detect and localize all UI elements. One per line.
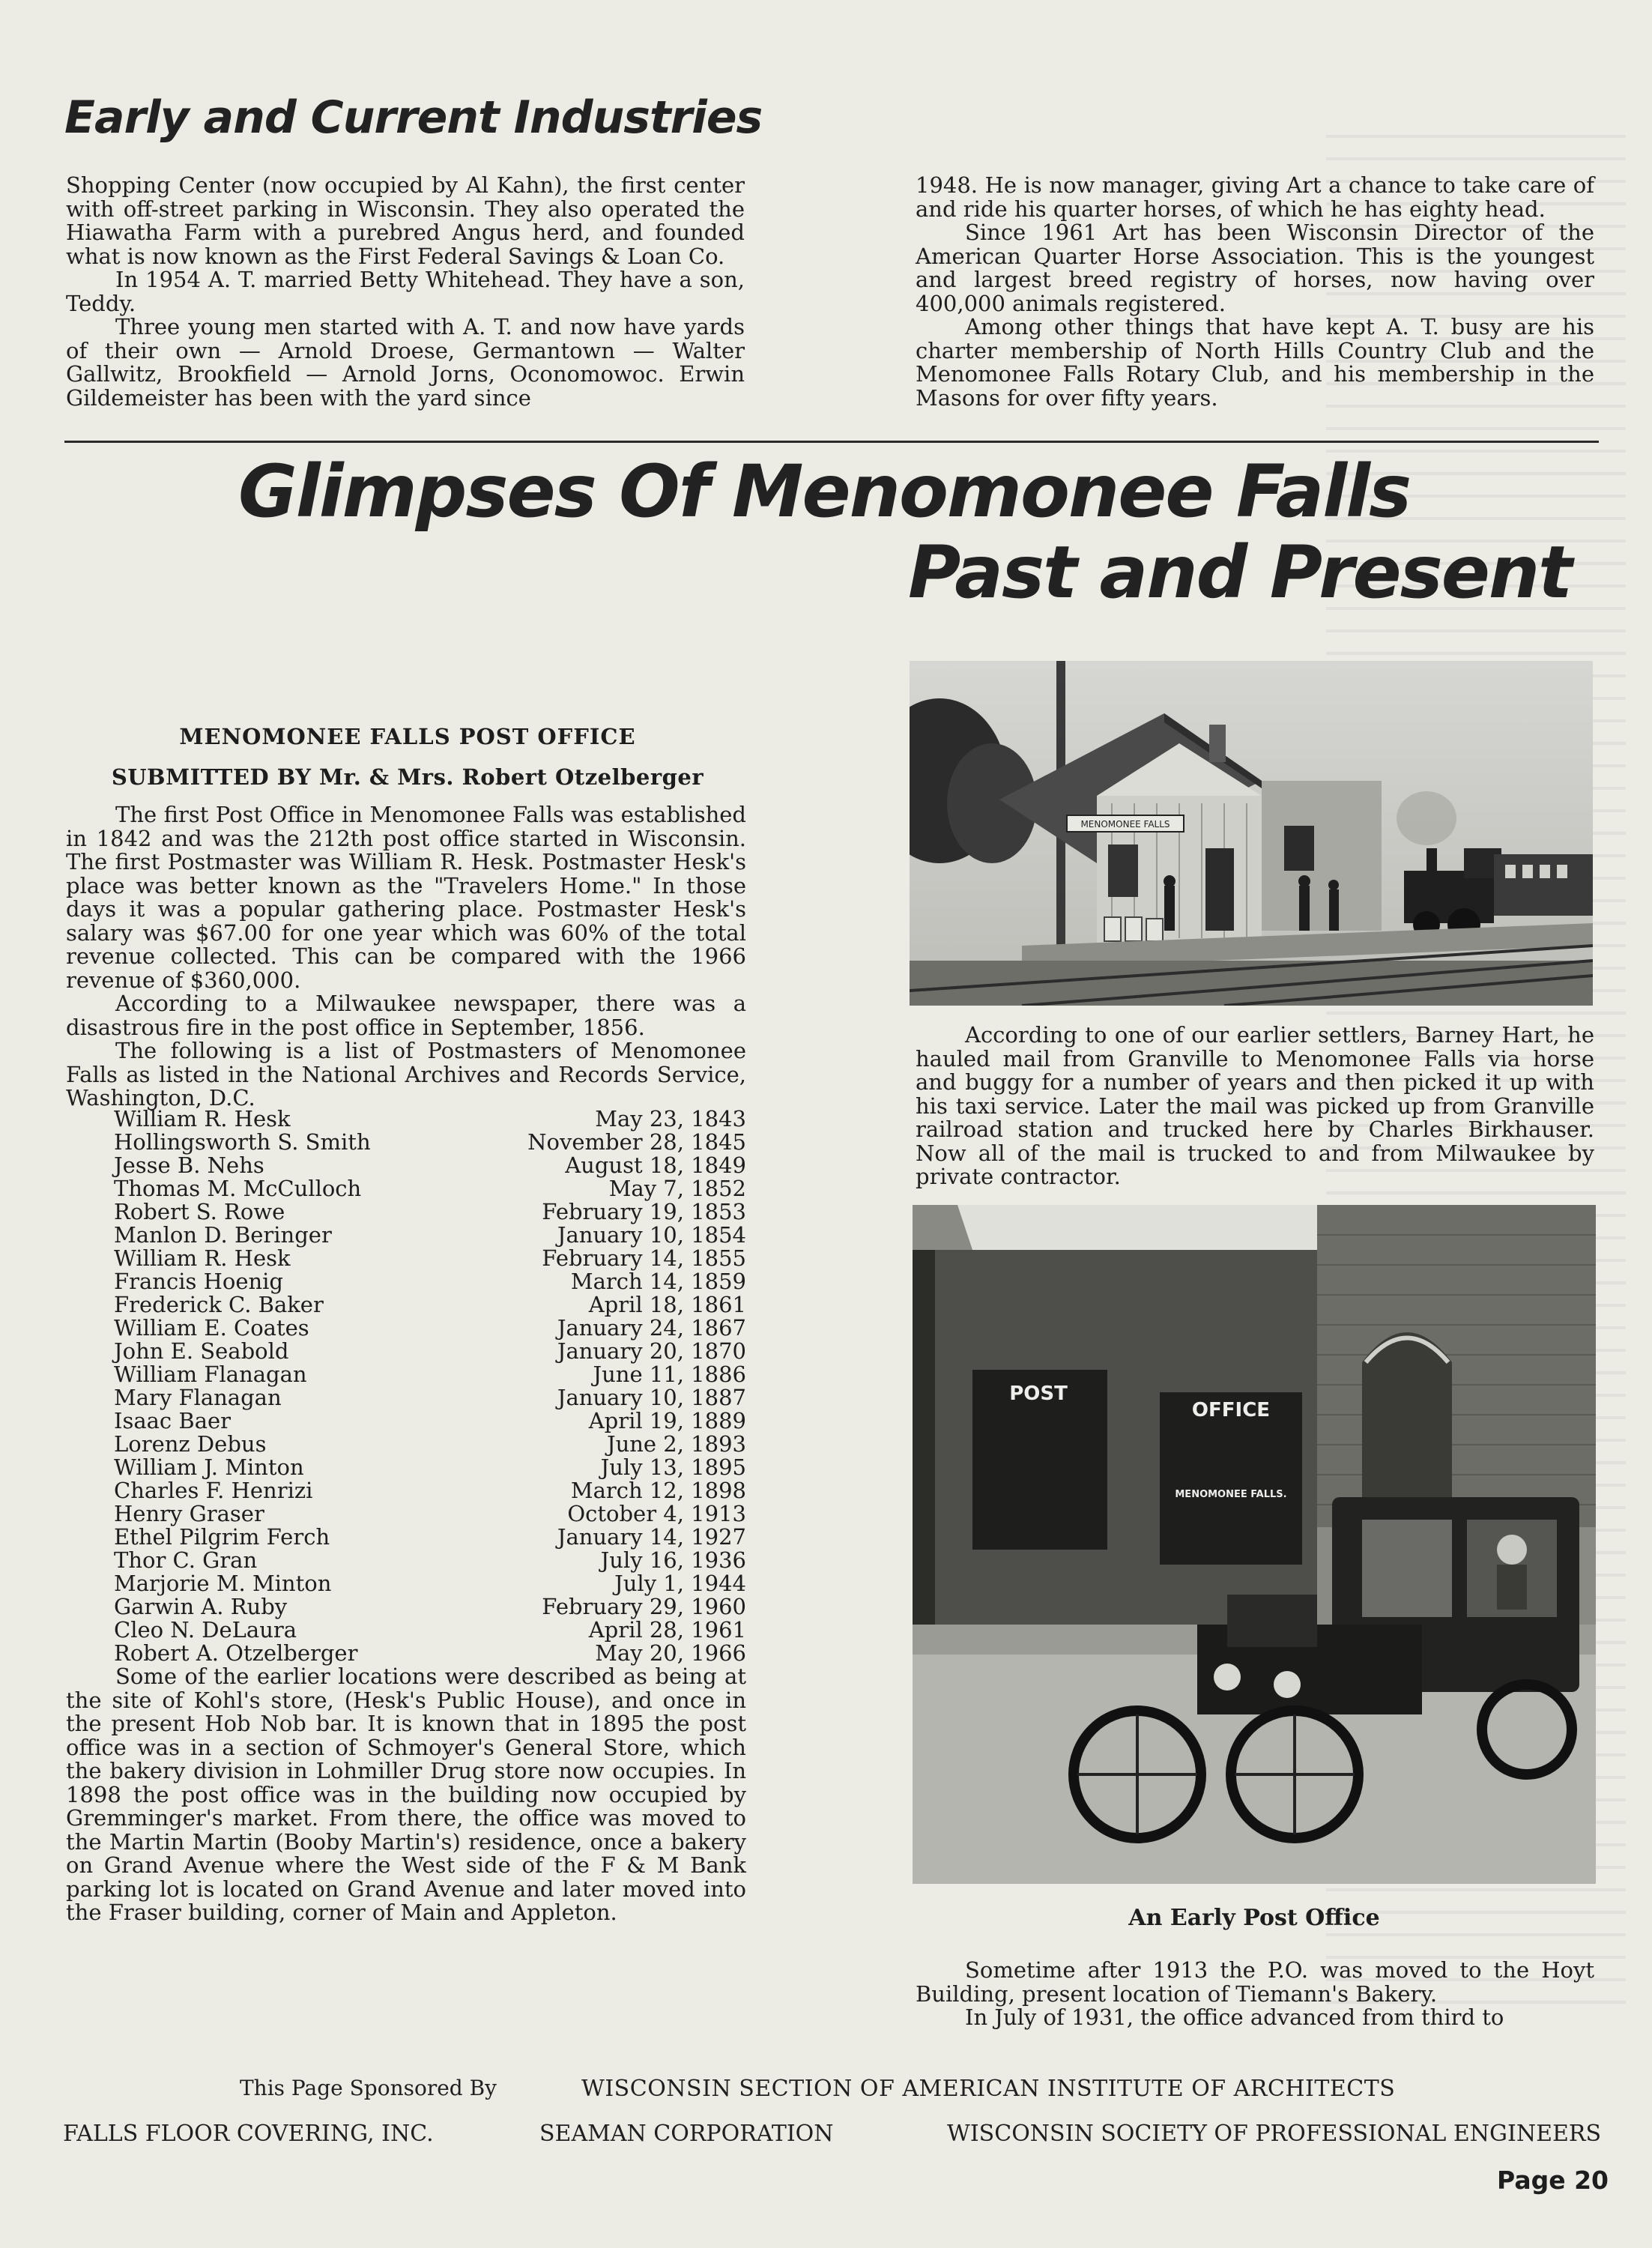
postmaster-name: Marjorie M. Minton	[114, 1571, 332, 1596]
postmasters-table	[114, 1108, 746, 1665]
sponsored-label: This Page Sponsored By	[240, 2076, 497, 2100]
postmaster-row	[114, 1386, 746, 1409]
postmaster-date: March 12, 1898	[570, 1478, 746, 1503]
postmaster-row	[114, 1108, 746, 1131]
postmaster-date: May 23, 1843	[595, 1106, 746, 1131]
top-right-column	[916, 174, 1594, 410]
postmaster-date: October 4, 1913	[567, 1501, 746, 1526]
sponsor-aia: WISCONSIN SECTION OF AMERICAN INSTITUTE OF ARCHITECTS	[581, 2076, 1396, 2102]
paragraph: According to a Milwaukee newspaper, there was a disastrous fire in the post office in September, 1856.	[66, 991, 746, 1040]
window-office-text: OFFICE	[1191, 1399, 1271, 1421]
postmaster-name: Thor C. Gran	[114, 1547, 258, 1573]
postmaster-name: Ethel Pilgrim Ferch	[114, 1524, 330, 1550]
early-post-office-photo	[913, 1205, 1596, 1884]
postmaster-date: March 14, 1859	[570, 1269, 746, 1294]
paragraph: Among other things that have kept A. T. busy are his charter membership of North Hills Country Club and the Menomonee Falls Rotary Club, and his membership in the Masons for over fifty years.	[916, 314, 1594, 411]
postmaster-name: Manlon D. Beringer	[114, 1222, 332, 1248]
post-office-closing	[66, 1665, 746, 1925]
postmaster-date: April 19, 1889	[588, 1408, 746, 1433]
postmaster-row	[114, 1526, 746, 1549]
postmaster-row	[114, 1456, 746, 1479]
postmaster-name: Isaac Baer	[114, 1408, 232, 1433]
postmaster-date: April 18, 1861	[588, 1292, 746, 1317]
paragraph: In July of 1931, the office advanced from third to	[965, 2004, 1504, 2030]
postmaster-name: William R. Hesk	[114, 1106, 291, 1131]
post-office-heading: MENOMONEE FALLS POST OFFICE	[179, 724, 636, 749]
postmaster-row	[114, 1177, 746, 1200]
postmaster-row	[114, 1642, 746, 1665]
postmaster-name: Frederick C. Baker	[114, 1292, 324, 1317]
postmaster-row	[114, 1154, 746, 1177]
paragraph: Three young men started with A. T. and now have yards of their own — Arnold Droese, Germantown — Walter Gallwitz, Brookfield — Arnold Jorns, Oconomowoc. Erwin Gildemeister has been with the yard since	[66, 314, 745, 411]
postmaster-row	[114, 1572, 746, 1595]
sponsor-seaman: SEAMAN CORPORATION	[539, 2121, 834, 2147]
postmaster-name: Robert S. Rowe	[114, 1199, 285, 1224]
window-post-text: POST	[1009, 1383, 1068, 1405]
postmaster-date: May 20, 1966	[595, 1640, 746, 1666]
postmaster-row	[114, 1200, 746, 1224]
postmaster-name: William E. Coates	[114, 1315, 309, 1341]
postmaster-row	[114, 1270, 746, 1293]
postmaster-name: William J. Minton	[114, 1454, 304, 1480]
paragraph: 1948. He is now manager, giving Art a chance to take care of and ride his quarter horses, of which he has eighty head.	[916, 172, 1594, 222]
postmaster-date: January 14, 1927	[557, 1524, 746, 1550]
postmaster-date: June 11, 1886	[593, 1362, 746, 1387]
paragraph: Since 1961 Art has been Wisconsin Director of the American Quarter Horse Association. This is the youngest and largest breed registry of horses, now having over 400,000 animals registered.	[916, 220, 1594, 316]
postmaster-row	[114, 1224, 746, 1247]
postmaster-date: July 16, 1936	[600, 1547, 746, 1573]
postmaster-name: Lorenz Debus	[114, 1431, 267, 1457]
post-office-illustration	[913, 1205, 1596, 1884]
paragraph: The first Post Office in Menomonee Falls was established in 1842 and was the 212th post office started in Wisconsin. The first Postmaster was William R. Hesk. Postmaster Hesk's place was better known as the "Travelers Home." In those days it was a popular gathering place. Postmaster Hesk's salary was $67.00 for one year which was 60% of the total revenue collected. This can be compared with the 1966 revenue of $360,000.	[66, 802, 746, 993]
post-office-intro	[66, 803, 746, 1111]
postmaster-date: January 20, 1870	[557, 1338, 746, 1364]
sponsor-engineers: WISCONSIN SOCIETY OF PROFESSIONAL ENGINEERS	[947, 2121, 1602, 2147]
postmaster-date: June 2, 1893	[606, 1431, 746, 1457]
main-title-line2: Past and Present	[908, 531, 1572, 614]
postmaster-row	[114, 1502, 746, 1526]
railroad-depot-photo	[910, 661, 1593, 1006]
postmaster-date: January 10, 1887	[557, 1385, 746, 1410]
postmaster-date: November 28, 1845	[527, 1129, 746, 1155]
postmaster-name: Robert A. Otzelberger	[114, 1640, 358, 1666]
top-left-column	[66, 174, 745, 410]
postmaster-name: Jesse B. Nehs	[114, 1152, 264, 1178]
photo1-caption	[916, 1024, 1594, 1189]
depot-illustration	[910, 661, 1593, 1006]
postmaster-row	[114, 1409, 746, 1433]
postmaster-name: Thomas M. McCulloch	[114, 1176, 362, 1201]
paragraph: According to one of our earlier settlers, Barney Hart, he hauled mail from Granville to Menomonee Falls via horse and buggy for a number of years and then picked it up with his taxi service. Later the mail was picked up from Granville railroad station and trucked here by Charles Birkhauser. Now all of the mail is trucked to and from Milwaukee by private contractor.	[916, 1022, 1594, 1189]
postmaster-date: July 13, 1895	[600, 1454, 746, 1480]
postmaster-row	[114, 1340, 746, 1363]
sponsor-falls-floor: FALLS FLOOR COVERING, INC.	[63, 2121, 434, 2147]
postmaster-name: John E. Seabold	[114, 1338, 289, 1364]
postmaster-name: Henry Graser	[114, 1501, 264, 1526]
postmaster-row	[114, 1619, 746, 1642]
postmaster-name: Mary Flanagan	[114, 1385, 282, 1410]
paragraph: In 1954 A. T. married Betty Whitehead. They have a son, Teddy.	[66, 267, 745, 316]
postmaster-date: February 29, 1960	[542, 1594, 746, 1619]
postmaster-date: February 14, 1855	[542, 1245, 746, 1271]
postmaster-row	[114, 1433, 746, 1456]
paragraph: Sometime after 1913 the P.O. was moved to the Hoyt Building, present location of Tiemann's Bakery.	[916, 1957, 1594, 2007]
photo2-caption: An Early Post Office	[1128, 1905, 1380, 1931]
postmaster-row	[114, 1363, 746, 1386]
station-sign-text: MENOMONEE FALLS	[1080, 819, 1170, 830]
postmaster-name: Hollingsworth S. Smith	[114, 1129, 371, 1155]
section-divider	[64, 441, 1599, 443]
section-title: Early and Current Industries	[64, 91, 763, 144]
main-title-line1: Glimpses Of Menomonee Falls	[238, 450, 1411, 534]
postmaster-date: February 19, 1853	[542, 1199, 746, 1224]
bottom-right-column	[916, 1959, 1594, 2030]
postmaster-name: Garwin A. Ruby	[114, 1594, 288, 1619]
paragraph: The following is a list of Postmasters of Menomonee Falls as listed in the National Archives and Records Service, Washington, D.C.	[66, 1038, 746, 1111]
postmaster-row	[114, 1131, 746, 1154]
window-menomonee-text: MENOMONEE FALLS.	[1175, 1489, 1287, 1500]
postmaster-row	[114, 1595, 746, 1619]
postmaster-date: August 18, 1849	[565, 1152, 746, 1178]
paragraph: Some of the earlier locations were described as being at the site of Kohl's store, (Hesk's Public House), and once in the present Hob Nob bar. It is known that in 1895 the post office was in a section of Schmoyer's General Store, which the bakery division in Lohmiller Drug store now occupies. In 1898 the post office was in the building now occupied by Gremminger's market. From there, the office was moved to the Martin Martin (Booby Martin's) residence, once a bakery on Grand Avenue where the West side of the F & M Bank parking lot is located on Grand Avenue and later moved into the Fraser building, corner of Main and Appleton.	[66, 1664, 746, 1925]
postmaster-date: January 10, 1854	[557, 1222, 746, 1248]
postmaster-date: May 7, 1852	[608, 1176, 746, 1201]
postmaster-row	[114, 1247, 746, 1270]
postmaster-name: Charles F. Henrizi	[114, 1478, 313, 1503]
paragraph: Shopping Center (now occupied by Al Kahn), the first center with off-street parking in Wisconsin. They also operated the Hiawatha Farm with a purebred Angus herd, and founded what is now known as the First Federal Savings & Loan Co.	[66, 172, 745, 269]
page-number: Page 20	[1497, 2166, 1609, 2195]
postmaster-row	[114, 1293, 746, 1317]
postmaster-name: William R. Hesk	[114, 1245, 291, 1271]
postmaster-row	[114, 1317, 746, 1340]
postmaster-date: July 1, 1944	[614, 1571, 746, 1596]
postmaster-row	[114, 1549, 746, 1572]
postmaster-date: January 24, 1867	[557, 1315, 746, 1341]
submitted-by: SUBMITTED BY Mr. & Mrs. Robert Otzelberger	[111, 764, 704, 790]
postmaster-date: April 28, 1961	[588, 1617, 746, 1643]
postmaster-row	[114, 1479, 746, 1502]
postmaster-name: Francis Hoenig	[114, 1269, 283, 1294]
postmaster-name: Cleo N. DeLaura	[114, 1617, 297, 1643]
postmaster-name: William Flanagan	[114, 1362, 307, 1387]
